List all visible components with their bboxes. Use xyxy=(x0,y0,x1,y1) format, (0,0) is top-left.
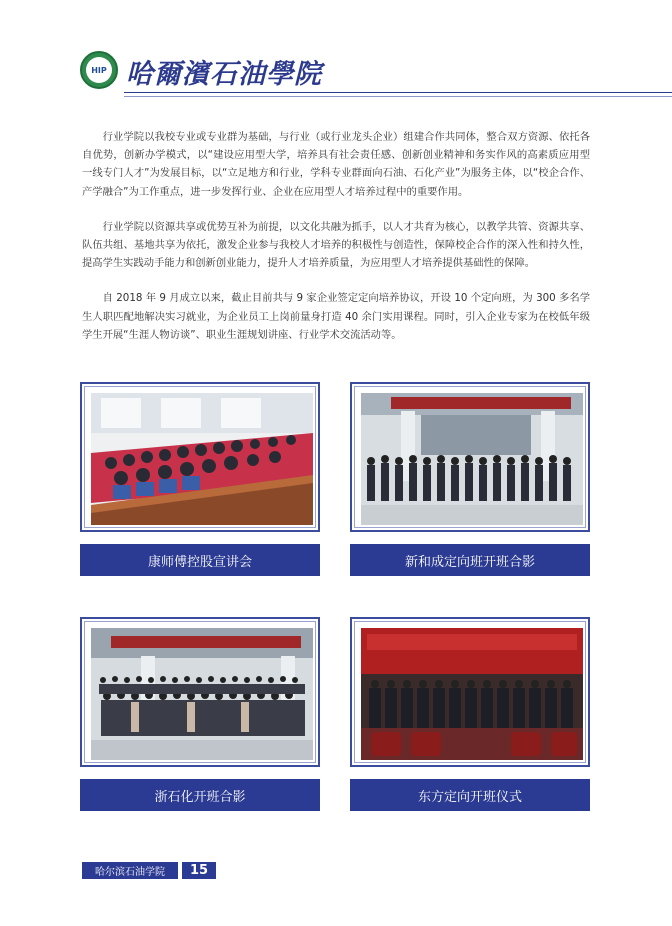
page-number: 15 xyxy=(182,862,216,879)
article-body xyxy=(82,128,590,361)
photo-caption-3: 浙石化开班合影 xyxy=(80,779,320,811)
photo-frame xyxy=(350,382,590,532)
paragraph-3: 自 2018 年 9 月成立以来，截止目前共与 9 家企业签定定向培养协议，开设 10 个定向班，为 300 多名学生人职匹配地解决实习就业，为企业员工上岗前量身打造 40 余门实用课程。同时，引入企业专家为在校低年级学生开展“生涯人物访谈”、职业生涯规划讲座、行业学术交流活动等。 xyxy=(82,292,590,341)
header-divider xyxy=(124,92,672,93)
photo-frame xyxy=(80,617,320,767)
page-header xyxy=(0,0,672,100)
brand-name: 哈爾濱石油學院 xyxy=(126,59,322,90)
photo-group-outdoor-1 xyxy=(361,393,583,525)
photo-group-outdoor-2 xyxy=(91,628,313,760)
university-logo xyxy=(80,51,118,89)
photo-caption-1: 康师傅控股宣讲会 xyxy=(80,544,320,576)
photo-lecture-audience xyxy=(91,393,313,525)
paragraph-2: 行业学院以资源共享或优势互补为前提，以文化共融为抓手，以人才共育为核心，以教学共管、资源共享、队伍共组、基地共享为依托，激发企业参与我校人才培养的积极性与创造性，保障校企合作的深入性和持久性，提高学生实践动手能力和创新创业能力，提升人才培养质量，为应用型人才培养提供基础性的保障。 xyxy=(82,220,590,270)
photo-caption-4: 东方定向开班仪式 xyxy=(350,779,590,811)
photo-frame xyxy=(350,617,590,767)
photo-caption-2: 新和成定向班开班合影 xyxy=(350,544,590,576)
header-divider-thin xyxy=(124,96,672,97)
photo-frame xyxy=(80,382,320,532)
paragraph-1: 行业学院以我校专业或专业群为基础，与行业（或行业龙头企业）组建合作共同体，整合双方资源、依托各自优势，创新办学模式，以“建设应用型大学，培养具有社会责任感、创新创业精神和务实作风的高素质应用型一线专门人才”为发展目标，以“立足地方和行业，学科专业群面向石油、石化产业”为服务主体，以“校企合作、产学融合”为工作重点，进一步发挥行业、企业在应用型人才培养过程中的重要作用。 xyxy=(82,131,590,198)
logo-text: HIP xyxy=(86,57,112,83)
page-footer xyxy=(0,862,672,882)
photo-ceremony-indoor xyxy=(361,628,583,760)
footer-school-name: 哈尔滨石油学院 xyxy=(82,862,178,879)
